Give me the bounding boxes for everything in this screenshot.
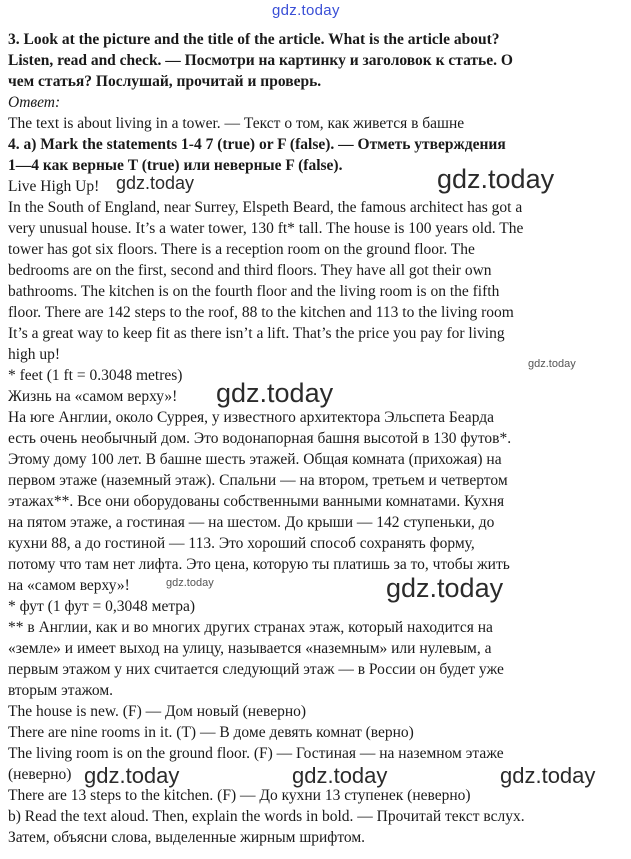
translation-line: на пятом этаже, а гостиная — на шестом. До крыши — 142 ступеньки, до xyxy=(8,514,495,531)
watermark-text: gdz.today xyxy=(272,2,340,19)
watermark-text: gdz.today xyxy=(500,763,596,788)
translation-line: первом этаже (наземный этаж). Спальни — на втором, третьем и четвертом xyxy=(8,472,508,489)
task-4-heading-line-1: 4. a) Mark the statements 1-4 7 (true) or F (false). — Отметь утверждения xyxy=(8,136,506,153)
translation-footnote: * фут (1 фут = 0,3048 метра) xyxy=(8,598,196,615)
task-4b-line-2: Затем, объясни слова, выделенные жирным шрифтом. xyxy=(8,829,366,846)
task-3-answer: The text is about living in a tower. — Текст о том, как живется в башне xyxy=(8,115,465,132)
statement-answer: There are nine rooms in it. (T) — В доме девять комнат (верно) xyxy=(8,724,414,741)
task-4-heading-line-2: 1—4 как верные T (true) или неверные F (false). xyxy=(8,157,343,174)
article-line: high up! xyxy=(8,346,61,363)
task-4b-line-1: b) Read the text aloud. Then, explain the words in bold. — Прочитай текст вслух. xyxy=(8,808,525,825)
statement-answer: The living room is on the ground floor. (F) — Гостиная — на наземном этаже xyxy=(8,745,504,762)
statement-answer: There are 13 steps to the kitchen. (F) — До кухни 13 ступенек (неверно) xyxy=(8,787,471,804)
watermark-text: gdz.today xyxy=(437,164,555,194)
watermark-text: gdz.today xyxy=(386,573,504,603)
translation-line: этажах**. Все они оборудованы собственными ванными комнатами. Кухня xyxy=(8,493,505,510)
answer-label: Ответ: xyxy=(8,94,61,111)
article-line: very unusual house. It’s a water tower, 130 ft* tall. The house is 100 years old. The xyxy=(8,220,524,237)
article-title: Live High Up! xyxy=(8,178,100,195)
task-3-heading-line-2: Listen, read and check. — Посмотри на картинку и заголовок к статье. О xyxy=(8,52,513,69)
watermark-text: gdz.today xyxy=(216,378,334,408)
translation-line: кухни 88, а до гостиной — 113. Это хороший способ сохранять форму, xyxy=(8,535,475,552)
article-line: In the South of England, near Surrey, Elspeth Beard, the famous architect has got a xyxy=(8,199,523,216)
task-3-heading-line-3: чем статья? Послушай, прочитай и проверь. xyxy=(8,73,322,90)
translation-line: на «самом верху»! xyxy=(8,577,130,594)
translation-footnote-2: первым этажом у них считается следующий этаж — в России он будет уже xyxy=(8,661,504,678)
translation-footnote-2: «земле» и имеет выход на улицу, называется «наземным» или нулевым, а xyxy=(8,640,492,657)
article-line: It’s a great way to keep fit as there isn’t a lift. That’s the price you pay for living xyxy=(8,325,505,342)
article-footnote: * feet (1 ft = 0.3048 metres) xyxy=(8,367,183,384)
article-line: bedrooms are on the first, second and third floors. They have all got their own xyxy=(8,262,492,279)
statement-answer: (неверно) xyxy=(8,766,72,783)
task-3-heading-line-1: 3. Look at the picture and the title of the article. What is the article about? xyxy=(8,31,500,48)
article-line: tower has got six floors. There is a reception room on the ground floor. The xyxy=(8,241,475,258)
article-line: bathrooms. The kitchen is on the fourth floor and the living room is on the fifth xyxy=(8,283,500,300)
watermark-text: gdz.today xyxy=(84,763,180,788)
translation-line: На юге Англии, около Суррея, у известного архитектора Эльспета Беарда xyxy=(8,409,495,426)
article-line: floor. There are 142 steps to the roof, 88 to the kitchen and 113 to the living room xyxy=(8,304,514,321)
translation-footnote-2: вторым этажом. xyxy=(8,682,114,699)
translation-line: есть очень необычный дом. Это водонапорная башня высотой в 130 футов*. xyxy=(8,430,512,447)
translation-title: Жизнь на «самом верху»! xyxy=(8,388,178,405)
watermark-text: gdz.today xyxy=(166,577,214,589)
translation-line: потому что там нет лифта. Это цена, которую ты платишь за то, чтобы жить xyxy=(8,556,510,573)
watermark-text: gdz.today xyxy=(528,358,576,370)
watermark-text: gdz.today xyxy=(116,173,195,193)
translation-line: Этому дому 100 лет. В башне шесть этажей. Общая комната (прихожая) на xyxy=(8,451,502,468)
watermark-text: gdz.today xyxy=(292,763,388,788)
translation-footnote-2: ** в Англии, как и во многих других странах этаж, который находится на xyxy=(8,619,493,636)
statement-answer: The house is new. (F) — Дом новый (неверно) xyxy=(8,703,307,720)
